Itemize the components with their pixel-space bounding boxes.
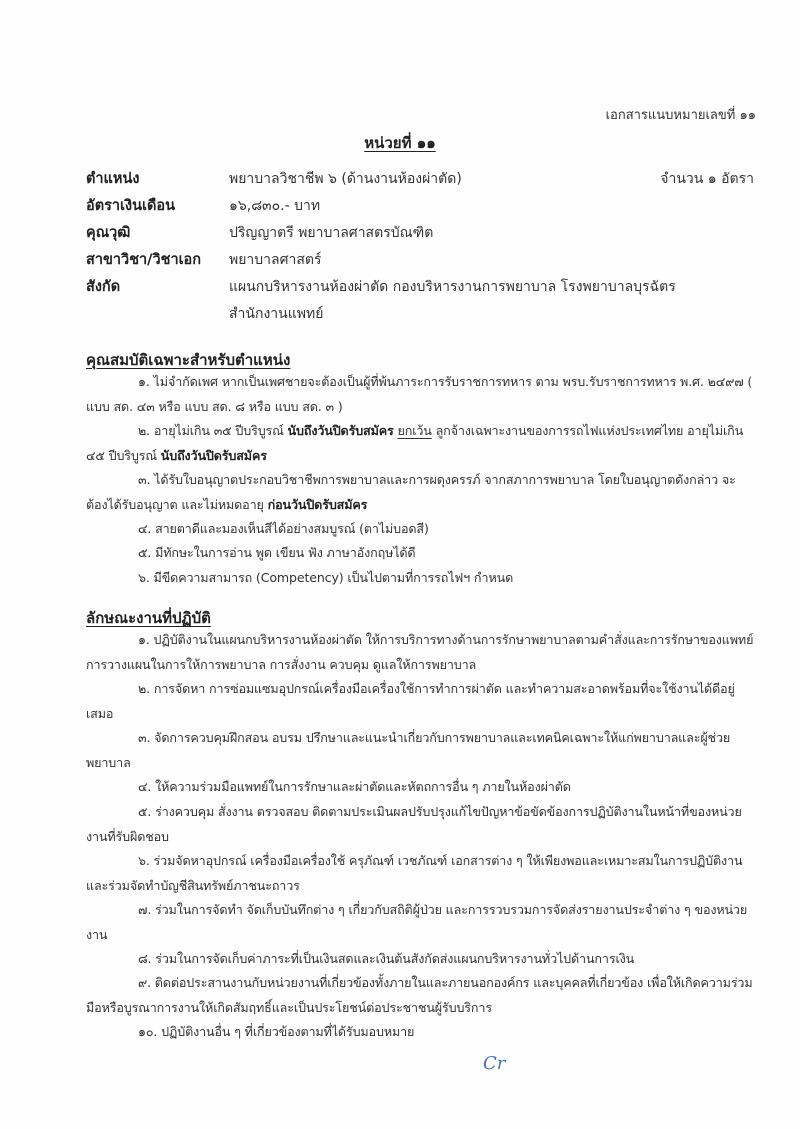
info-label: อัตราเงินเดือน xyxy=(86,198,175,214)
duty-item-6: ๖. ร่วมจัดหาอุปกรณ์ เครื่องมือเครื่องใช้ ครุภัณฑ์ เวชภัณฑ์ เอกสารต่าง ๆ ให้เพียงพอและเหมาะสมในการปฏิบัติงานและร่วมจัดทำบัญชีสินทรัพย์ภาชนะถาวร xyxy=(86,853,743,893)
position-info xyxy=(86,166,756,328)
affiliation-line-1: แผนกบริหารงานห้องผ่าตัด กองบริหารงานการพยาบาล โรงพยาบาลบุรฉัตร xyxy=(229,279,676,295)
info-value: ๑๖,๘๓๐.- บาท xyxy=(229,198,321,214)
duty-item-1: ๑. ปฏิบัติงานในแผนกบริหารงานห้องผ่าตัด ให้การบริการทางด้านการรักษาพยาบาลตามคำสั่งและการรักษาของแพทย์ การวางแผนในการให้การพยาบาล การสั่งงาน ควบคุม ดูแลให้การพยาบาล xyxy=(86,632,754,672)
qualification-item-6: ๖. มีขีดความสามารถ (Competency) เป็นไปตามที่การรถไฟฯ กำหนด xyxy=(138,570,514,585)
info-value: ปริญญาตรี พยาบาลศาสตรบัณฑิต xyxy=(229,225,434,241)
duty-item-2: ๒. การจัดหา การซ่อมแซมอุปกรณ์เครื่องมือเครื่องใช้การทำการผ่าตัด และทำความสะอาดพร้อมที่จะใช้งานได้ดีอยู่เสมอ xyxy=(86,681,735,721)
info-value xyxy=(229,274,756,328)
qualification-item-5: ๕. มีทักษะในการอ่าน พูด เขียน ฟัง ภาษาอังกฤษได้ดี xyxy=(138,545,416,560)
info-row-degree xyxy=(86,220,756,247)
info-label: สาขาวิชา/วิชาเอก xyxy=(86,252,202,268)
qualifications-heading: คุณสมบัติเฉพาะสำหรับตำแหน่ง xyxy=(86,351,291,369)
duty-item-5: ๕. ร่างควบคุม สั่งงาน ตรวจสอบ ติดตามประเมินผลปรับปรุงแก้ไขปัญหาข้อขัดข้องการปฏิบัติงานในหน้าที่ของหน่วยงานที่รับผิดชอบ xyxy=(86,804,742,844)
duty-item-10: ๑๐. ปฏิบัติงานอื่น ๆ ที่เกี่ยวข้องตามที่ได้รับมอบหมาย xyxy=(138,1024,415,1039)
duty-item-4: ๔. ให้ความร่วมมือแพทย์ในการรักษาและผ่าตัดและหัตถการอื่น ๆ ภายในห้องผ่าตัด xyxy=(138,779,571,794)
duties-heading: ลักษณะงานที่ปฏิบัติ xyxy=(86,609,211,627)
unit-title: หน่วยที่ ๑๑ xyxy=(364,134,436,152)
signature-initial: Cr xyxy=(483,1053,506,1074)
attachment-reference: เอกสารแนบหมายเลขที่ ๑๑ xyxy=(605,108,756,123)
info-value: พยาบาลวิชาชีพ ๖ (ด้านงานห้องผ่าตัด) xyxy=(229,171,462,187)
info-label: คุณวุฒิ xyxy=(86,225,131,241)
position-count: จำนวน ๑ อัตรา xyxy=(660,171,754,187)
duty-item-7: ๗. ร่วมในการจัดทำ จัดเก็บบันทึกต่าง ๆ เกี่ยวกับสถิติผู้ป่วย และการรวบรวมการจัดส่งรายงานประจำต่าง ๆ ของหน่วยงาน xyxy=(86,902,748,942)
info-row-affiliation xyxy=(86,274,756,328)
info-row-major xyxy=(86,247,756,274)
qualification-item-1: ๑. ไม่จำกัดเพศ หากเป็นเพศชายจะต้องเป็นผู้ที่พ้นภาระการรับราชการทหาร ตาม พรบ.รับราชการทหาร พ.ศ. ๒๔๙๗ ( แบบ สด. ๔๓ หรือ แบบ สด. ๘ หรือ แบบ สด. ๓ ) xyxy=(86,374,753,414)
info-label: สังกัด xyxy=(86,279,121,295)
duty-item-8: ๘. ร่วมในการจัดเก็บค่าภาระที่เป็นเงินสดและเงินต้นสังกัดส่งแผนกบริหารงานทั่วไปด้านการเงิน xyxy=(138,951,635,966)
qualification-item-3: ๓. ได้รับใบอนุญาตประกอบวิชาชีพการพยาบาลและการผดุงครรภ์ จากสภาการพยาบาล โดยใบอนุญาตดังกล่าว จะต้องได้รับอนุญาต และไม่หมดอายุ ก่อนวันปิดรับสมัคร xyxy=(86,472,736,512)
qualification-item-2: ๒. อายุไม่เกิน ๓๕ ปีบริบูรณ์ นับถึงวันปิดรับสมัคร ยกเว้น ลูกจ้างเฉพาะงานของการรถไฟแห่งประเทศไทย อายุไม่เกิน ๔๕ ปีบริบูรณ์ นับถึงวันปิดรับสมัคร xyxy=(86,423,744,463)
affiliation-line-2: สำนักงานแพทย์ xyxy=(229,306,324,322)
duty-item-9: ๙. ติดต่อประสานงานกับหน่วยงานที่เกี่ยวข้องทั้งภายในและภายนอกองค์กร และบุคคลที่เกี่ยวข้อง เพื่อให้เกิดความร่วมมือหรือบูรณาการงานให้เกิดสัมฤทธิ์และเป็นประโยชน์ต่อประชาชนผู้รับบริการ xyxy=(86,975,753,1015)
duty-item-3: ๓. จัดการควบคุมฝึกสอน อบรม ปรึกษาและแนะนำเกี่ยวกับการพยาบาลและเทคนิคเฉพาะให้แก่พยาบาลและผู้ช่วยพยาบาล xyxy=(86,730,731,770)
info-value: พยาบาลศาสตร์ xyxy=(229,252,322,268)
info-row-position xyxy=(86,166,756,193)
info-label: ตำแหน่ง xyxy=(86,171,140,187)
qualification-item-4: ๔. สายตาดีและมองเห็นสีได้อย่างสมบูรณ์ (ตาไม่บอดสี) xyxy=(138,521,429,536)
info-row-salary xyxy=(86,193,756,220)
